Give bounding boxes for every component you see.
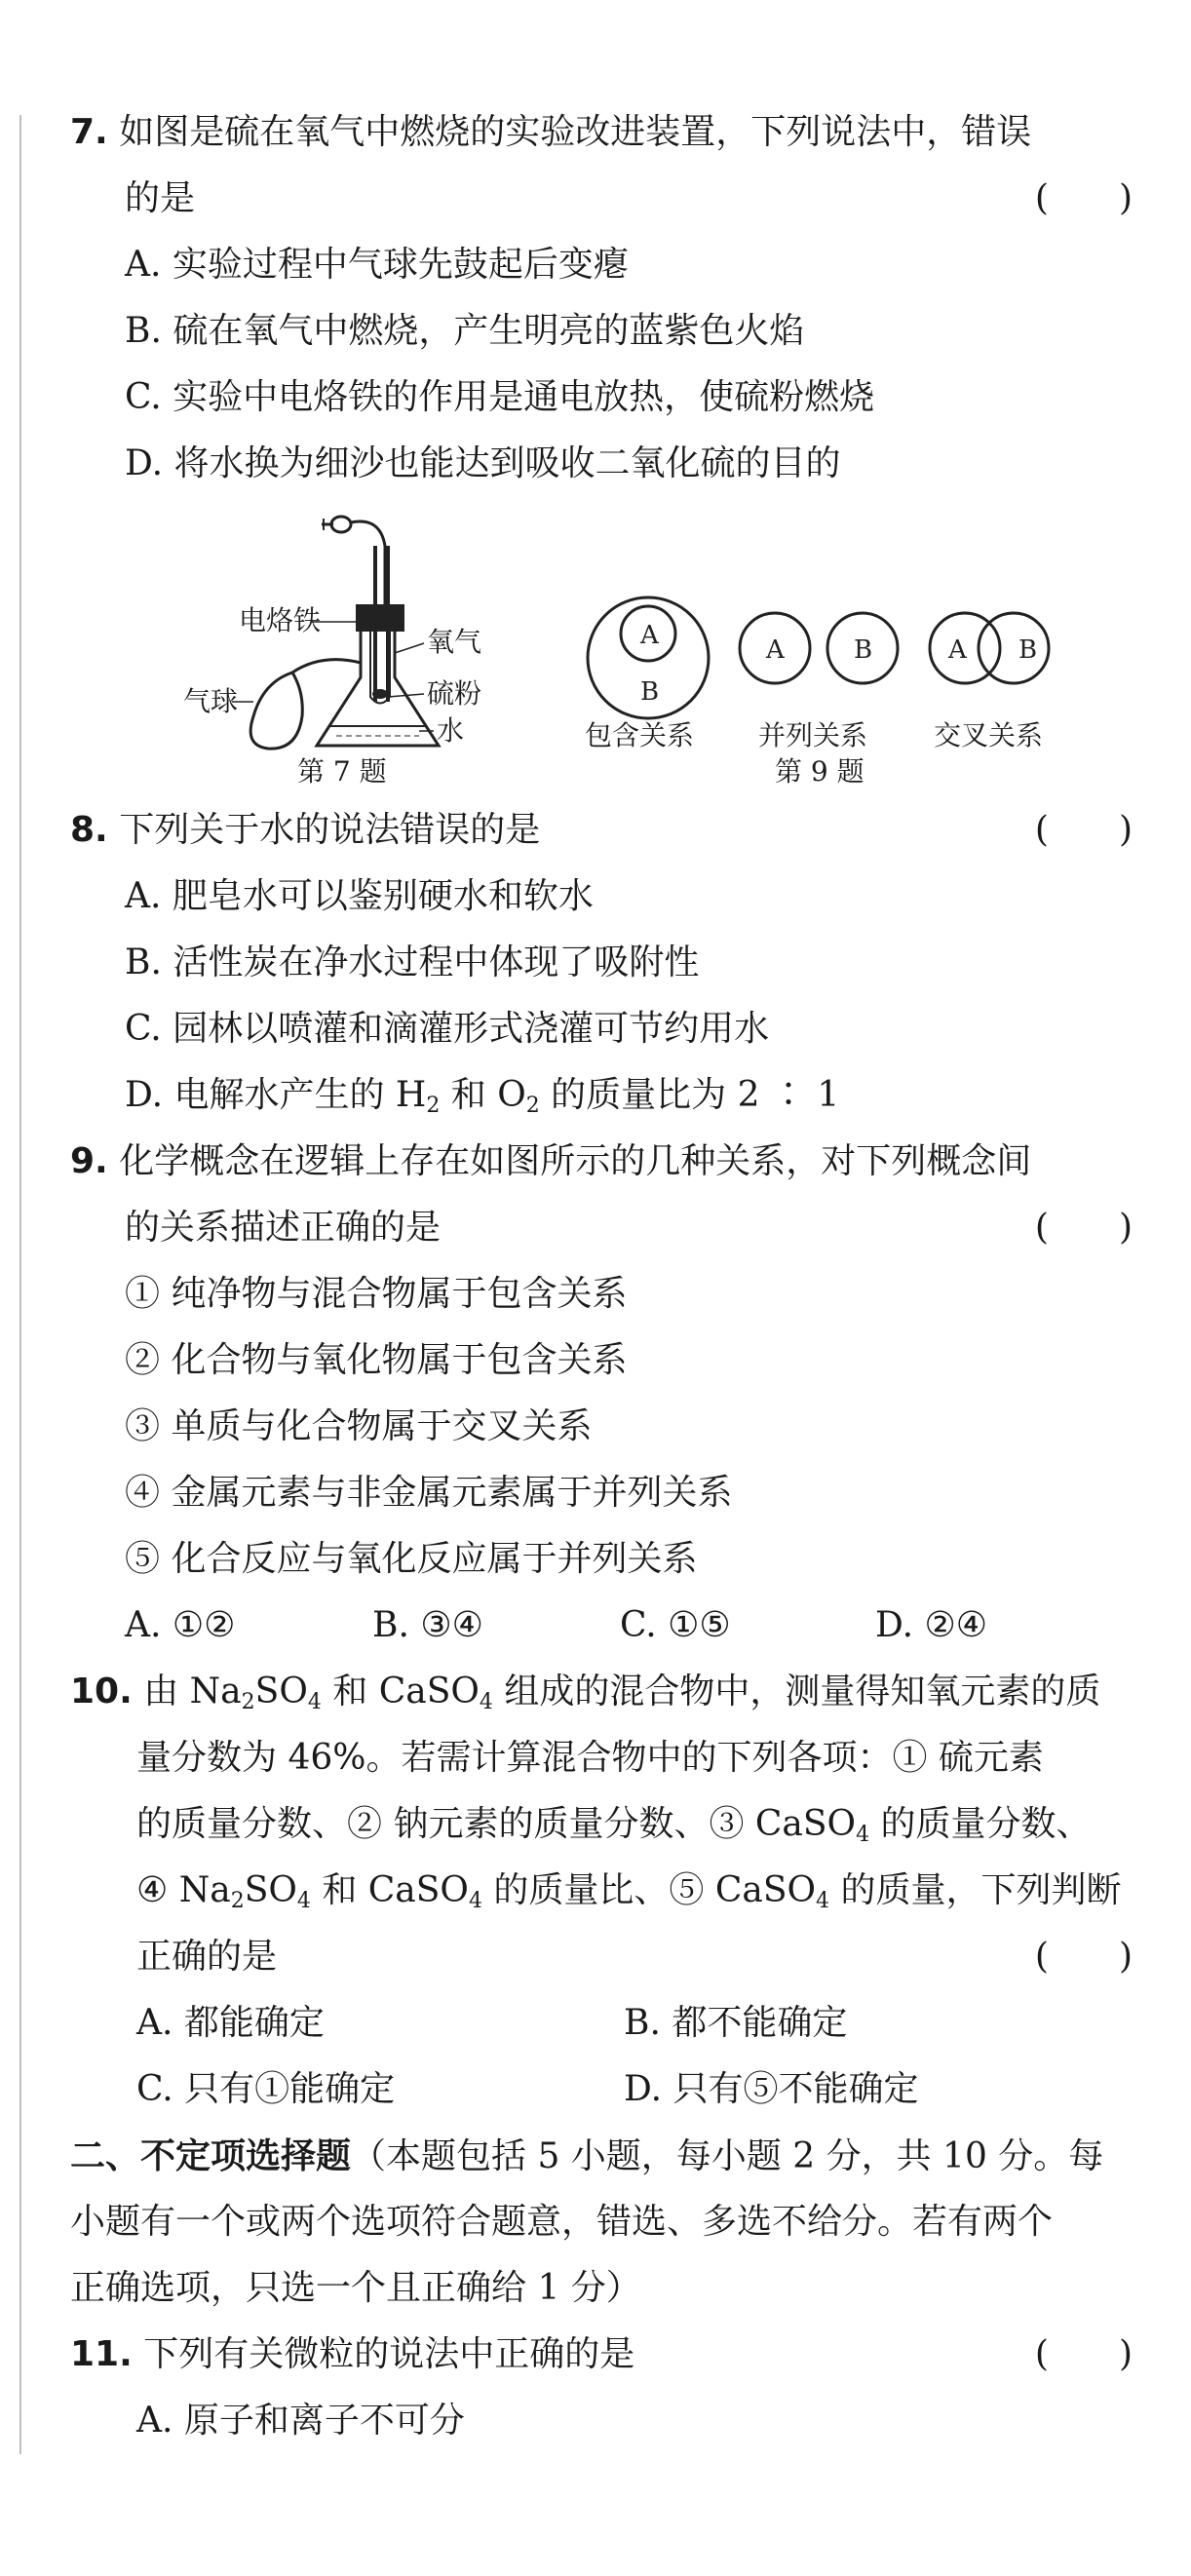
- fig7-caption: 第 7 题: [297, 755, 387, 788]
- q10-option-a[interactable]: A. 都能确定: [136, 2003, 325, 2043]
- q10-stem-line2: 量分数为 46%。若需计算混合物中的下列各项：① 硫元素: [136, 1738, 1044, 1778]
- parallel-a-label: A: [766, 635, 785, 665]
- q9-item-5: ⑤ 化合反应与氧化反应属于并列关系: [125, 1539, 698, 1579]
- q7-option-a[interactable]: A. 实验过程中气球先鼓起后变瘪: [125, 245, 629, 285]
- q9-choice-c[interactable]: C. ①⑤: [620, 1605, 731, 1645]
- label-parallel: 并列关系: [758, 719, 868, 751]
- q8-option-b[interactable]: B. 活性炭在净水过程中体现了吸附性: [125, 942, 700, 982]
- q10-stem-line5: 正确的是: [136, 1937, 278, 1977]
- section2-title: 二、不定项选择题: [70, 2135, 352, 2176]
- fig9-caption: 第 9 题: [775, 755, 864, 788]
- q11-stem-text: 下列有关微粒的说法中正确的是: [143, 2334, 635, 2374]
- q9-stem-line1: [70, 1138, 1031, 1185]
- q9-item-1: ① 纯净物与混合物属于包含关系: [125, 1274, 628, 1314]
- q9-number: 9.: [70, 1141, 108, 1181]
- q11-option-a[interactable]: A. 原子和离子不可分: [136, 2401, 465, 2441]
- label-water: 水: [437, 714, 465, 747]
- cross-a-label: A: [948, 635, 967, 665]
- section2-header-line2: 小题有一个或两个选项符合题意，错选、多选不给分。若有两个: [70, 2202, 1054, 2242]
- q10-stem-line3: 的质量分数、② 钠元素的质量分数、③ CaSO$_4$ 的质量分数、: [136, 1804, 1092, 1847]
- q9-item-4: ④ 金属元素与非金属元素属于并列关系: [125, 1473, 733, 1513]
- cross-b-label: B: [1018, 635, 1038, 665]
- label-electric-iron: 电烙铁: [239, 604, 322, 636]
- q7-stem-line1: [70, 109, 1031, 156]
- q9-stem-text: 化学概念在逻辑上存在如图所示的几种关系，对下列概念间: [119, 1141, 1032, 1181]
- label-cross: 交叉关系: [934, 719, 1044, 751]
- margin-line: [19, 115, 21, 2454]
- q10-answer-paren[interactable]: ( ): [1034, 1937, 1133, 1977]
- q11-number: 11.: [70, 2334, 133, 2374]
- section2-header-line1: 二、不定项选择题（本题包括 5 小题，每小题 2 分，共 10 分。每: [70, 2135, 1104, 2176]
- q10-stem-line4: ④ $Na_2SO_4$ 和 CaSO$_4$ 的质量比、⑤ CaSO$_4$ 的质量，下列判断: [136, 1870, 1122, 1913]
- q9-stem-line2: 的关系描述正确的是: [125, 1208, 442, 1248]
- q9-item-3: ③ 单质与化合物属于交叉关系: [125, 1406, 593, 1446]
- q8-option-c[interactable]: C. 园林以喷灌和滴灌形式浇灌可节约用水: [125, 1009, 770, 1049]
- label-containment: 包含关系: [585, 719, 695, 751]
- q9-choice-a[interactable]: A. ①②: [125, 1605, 236, 1645]
- q9-choice-b[interactable]: B. ③④: [372, 1605, 483, 1645]
- q9-item-2: ② 化合物与氧化物属于包含关系: [125, 1340, 628, 1380]
- q11-stem: [70, 2331, 634, 2378]
- q8-number: 8.: [70, 810, 108, 850]
- q8-stem: [70, 807, 540, 854]
- contain-b-label: B: [640, 677, 660, 707]
- q10-option-c[interactable]: C. 只有①能确定: [136, 2069, 396, 2109]
- q7-option-b[interactable]: B. 硫在氧气中燃烧，产生明亮的蓝紫色火焰: [125, 311, 805, 351]
- label-oxygen: 氧气: [427, 626, 482, 658]
- section2-header-line3: 正确选项，只选一个且正确给 1 分）: [70, 2268, 641, 2308]
- q8-option-a[interactable]: A. 肥皂水可以鉴别硬水和软水: [125, 876, 594, 916]
- q7-option-d[interactable]: D. 将水换为细沙也能达到吸收二氧化硫的目的: [125, 443, 841, 483]
- q8-answer-paren[interactable]: ( ): [1034, 810, 1133, 850]
- q8-stem-text: 下列关于水的说法错误的是: [119, 810, 541, 850]
- contain-a-label: A: [640, 621, 659, 650]
- q9-choice-d[interactable]: D. ②④: [875, 1605, 988, 1645]
- label-balloon: 气球: [183, 685, 239, 717]
- q10-number: 10.: [70, 1672, 133, 1711]
- q7-stem-text: 如图是硫在氧气中燃烧的实验改进装置，下列说法中，错误: [119, 112, 1032, 152]
- q10-option-d[interactable]: D. 只有⑤不能确定: [624, 2069, 919, 2109]
- q11-answer-paren[interactable]: ( ): [1034, 2334, 1133, 2374]
- q7-option-c[interactable]: C. 实验中电烙铁的作用是通电放热，使硫粉燃烧: [125, 377, 875, 417]
- q9-relation-diagrams: [580, 590, 1087, 736]
- q7-number: 7.: [70, 112, 108, 152]
- q7-answer-paren[interactable]: ( ): [1034, 178, 1133, 218]
- q8-option-d[interactable]: D. 电解水产生的 $H_2$ 和 $O_2$ 的质量比为 2 ∶ 1: [125, 1075, 840, 1118]
- q7-stem-line2: 的是: [125, 178, 196, 218]
- label-sulfur-powder: 硫粉: [427, 677, 482, 710]
- q10-option-b[interactable]: B. 都不能确定: [624, 2003, 848, 2043]
- q9-answer-paren[interactable]: ( ): [1034, 1208, 1133, 1248]
- parallel-b-label: B: [854, 635, 873, 665]
- q10-stem-line1: 10. 由 $Na_2SO_4$ 和 CaSO$_4$ 组成的混合物中，测量得知氧元素的质: [70, 1672, 1101, 1714]
